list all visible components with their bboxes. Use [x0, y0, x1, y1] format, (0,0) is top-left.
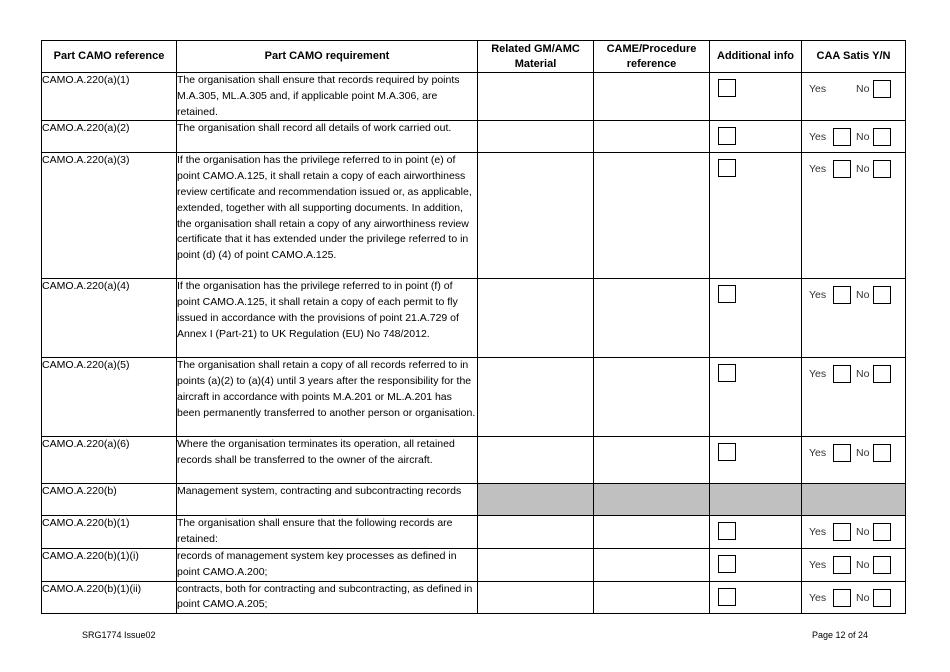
came-procedure-cell[interactable] [594, 279, 710, 358]
related-gm-amc-cell[interactable] [478, 73, 594, 121]
caa-satis-cell [802, 437, 906, 484]
yes-checkbox[interactable] [833, 365, 851, 383]
no-label: No [856, 131, 870, 144]
no-checkbox[interactable] [873, 128, 891, 146]
no-checkbox[interactable] [873, 444, 891, 462]
related-gm-amc-cell[interactable] [478, 516, 594, 549]
caa-satis-cell [802, 484, 906, 516]
caa-satis-cell [802, 121, 906, 153]
yes-checkbox[interactable] [833, 444, 851, 462]
header-row [42, 41, 906, 73]
caa-satis-cell [802, 73, 906, 121]
caa-satis-cell [802, 358, 906, 437]
yes-label: Yes [809, 526, 827, 539]
additional-info-checkbox[interactable] [718, 522, 736, 540]
satis-yes-no [802, 153, 905, 178]
satis-yes-no [802, 582, 905, 607]
no-label: No [856, 591, 870, 604]
additional-info-cell [710, 73, 802, 121]
related-gm-amc-cell[interactable] [478, 437, 594, 484]
part-camo-reference: CAMO.A.220(b) [42, 484, 177, 516]
table-row [42, 153, 906, 279]
part-camo-reference: CAMO.A.220(a)(6) [42, 437, 177, 484]
no-checkbox[interactable] [873, 286, 891, 304]
related-gm-amc-cell[interactable] [478, 581, 594, 614]
satis-yes-no [802, 516, 905, 541]
no-label: No [856, 163, 870, 176]
satis-yes-no [802, 121, 905, 146]
additional-info-checkbox[interactable] [718, 127, 736, 145]
part-camo-requirement: records of management system key processes as defined in point CAMO.A.200; [177, 548, 478, 581]
additional-info-cell [710, 516, 802, 549]
came-procedure-cell[interactable] [594, 358, 710, 437]
header-part-camo-requirement: Part CAMO requirement [177, 41, 478, 73]
part-camo-reference: CAMO.A.220(b)(1)(ii) [42, 581, 177, 614]
part-camo-requirement: If the organisation has the privilege referred to in point (f) of point CAMO.A.125, it shall retain a copy of each permit to fly issued in accordance with the provisions of point 21.A.729 of Annex I (Part-21) to UK Regulation (EU) No 748/2012. [177, 279, 478, 358]
came-procedure-cell[interactable] [594, 484, 710, 516]
part-camo-requirement: Management system, contracting and subcontracting records [177, 484, 478, 516]
part-camo-requirement: contracts, both for contracting and subcontracting, as defined in point CAMO.A.205; [177, 581, 478, 614]
additional-info-checkbox[interactable] [718, 443, 736, 461]
table-row [42, 548, 906, 581]
came-procedure-cell[interactable] [594, 516, 710, 549]
related-gm-amc-cell[interactable] [478, 358, 594, 437]
no-label: No [856, 289, 870, 302]
additional-info-checkbox[interactable] [718, 364, 736, 382]
related-gm-amc-cell[interactable] [478, 484, 594, 516]
satis-yes-no [802, 358, 905, 383]
came-procedure-cell[interactable] [594, 548, 710, 581]
satis-yes-no [802, 437, 905, 462]
table-row [42, 581, 906, 614]
no-checkbox[interactable] [873, 160, 891, 178]
document-reference: SRG1774 Issue02 [82, 630, 156, 640]
related-gm-amc-cell[interactable] [478, 548, 594, 581]
table-row [42, 358, 906, 437]
additional-info-checkbox[interactable] [718, 159, 736, 177]
header-came-procedure: CAME/Procedure reference [594, 41, 710, 73]
part-camo-reference: CAMO.A.220(a)(3) [42, 153, 177, 279]
satis-yes-no [802, 549, 905, 574]
no-checkbox[interactable] [873, 365, 891, 383]
caa-satis-cell [802, 548, 906, 581]
no-label: No [856, 558, 870, 571]
caa-satis-cell [802, 516, 906, 549]
no-label: No [856, 447, 870, 460]
additional-info-checkbox[interactable] [718, 79, 736, 97]
yes-checkbox[interactable] [833, 556, 851, 574]
related-gm-amc-cell[interactable] [478, 153, 594, 279]
came-procedure-cell[interactable] [594, 581, 710, 614]
part-camo-requirement: The organisation shall retain a copy of all records referred to in points (a)(2) to (a)(4) until 3 years after the responsibility for the aircraft in accordance with points M.A.201 or ML.A.201 has been permanently transferred to another person or organisation. [177, 358, 478, 437]
header-part-camo-reference: Part CAMO reference [42, 41, 177, 73]
table-row [42, 279, 906, 358]
yes-label: Yes [809, 558, 827, 571]
yes-checkbox[interactable] [833, 128, 851, 146]
header-related-gm-amc: Related GM/AMC Material [478, 41, 594, 73]
came-procedure-cell[interactable] [594, 437, 710, 484]
additional-info-cell [710, 358, 802, 437]
yes-checkbox[interactable] [833, 160, 851, 178]
part-camo-reference: CAMO.A.220(a)(2) [42, 121, 177, 153]
additional-info-checkbox[interactable] [718, 555, 736, 573]
no-checkbox[interactable] [873, 556, 891, 574]
part-camo-requirement: The organisation shall record all details of work carried out. [177, 121, 478, 153]
additional-info-checkbox[interactable] [718, 285, 736, 303]
part-camo-reference: CAMO.A.220(b)(1)(i) [42, 548, 177, 581]
header-additional-info: Additional info [710, 41, 802, 73]
additional-info-cell [710, 581, 802, 614]
additional-info-cell [710, 153, 802, 279]
satis-yes-no [802, 279, 905, 304]
page-number: Page 12 of 24 [811, 630, 868, 640]
no-checkbox[interactable] [873, 589, 891, 607]
came-procedure-cell[interactable] [594, 153, 710, 279]
yes-label: Yes [809, 163, 827, 176]
yes-checkbox[interactable] [833, 286, 851, 304]
yes-label: Yes [809, 368, 827, 381]
additional-info-cell [710, 548, 802, 581]
additional-info-cell [710, 279, 802, 358]
part-camo-reference: CAMO.A.220(b)(1) [42, 516, 177, 549]
yes-label: Yes [809, 289, 827, 302]
compliance-checklist-table [41, 40, 906, 614]
additional-info-cell [710, 484, 802, 516]
yes-label: Yes [809, 131, 827, 144]
additional-info-cell [710, 437, 802, 484]
part-camo-requirement: The organisation shall ensure that the following records are retained: [177, 516, 478, 549]
yes-label: Yes [809, 83, 827, 95]
yes-label: Yes [809, 591, 827, 604]
part-camo-reference: CAMO.A.220(a)(5) [42, 358, 177, 437]
caa-satis-cell [802, 581, 906, 614]
satis-yes-no [802, 73, 905, 98]
part-camo-reference: CAMO.A.220(a)(1) [42, 73, 177, 121]
table-row [42, 121, 906, 153]
table-row [42, 73, 906, 121]
no-checkbox[interactable] [873, 523, 891, 541]
part-camo-requirement: If the organisation has the privilege referred to in point (e) of point CAMO.A.125, it shall retain a copy of each airworthiness review certificate and recommendation issued or, as applicable, extended, together with all supporting documents. In addition, the organisation shall retain a copy of any airworthiness review certificate that it has extended under the privilege referred to in point (d) (4) of point CAMO.A.125. [177, 153, 478, 279]
no-checkbox[interactable] [873, 80, 891, 98]
no-label: No [856, 526, 870, 539]
table-row [42, 437, 906, 484]
yes-checkbox[interactable] [833, 523, 851, 541]
related-gm-amc-cell[interactable] [478, 279, 594, 358]
no-label: No [856, 83, 870, 95]
yes-label: Yes [809, 447, 827, 460]
caa-satis-cell [802, 153, 906, 279]
part-camo-requirement: Where the organisation terminates its operation, all retained records shall be transferred to the owner of the aircraft. [177, 437, 478, 484]
table-row [42, 516, 906, 549]
additional-info-checkbox[interactable] [718, 588, 736, 606]
came-procedure-cell[interactable] [594, 121, 710, 153]
part-camo-requirement: The organisation shall ensure that records required by points M.A.305, ML.A.305 and, if applicable point M.A.306, are retained. [177, 73, 478, 121]
yes-checkbox[interactable] [833, 589, 851, 607]
part-camo-reference: CAMO.A.220(a)(4) [42, 279, 177, 358]
header-caa-satis: CAA Satis Y/N [802, 41, 906, 73]
table-row [42, 484, 906, 516]
caa-satis-cell [802, 279, 906, 358]
no-label: No [856, 368, 870, 381]
additional-info-cell [710, 121, 802, 153]
came-procedure-cell[interactable] [594, 73, 710, 121]
related-gm-amc-cell[interactable] [478, 121, 594, 153]
